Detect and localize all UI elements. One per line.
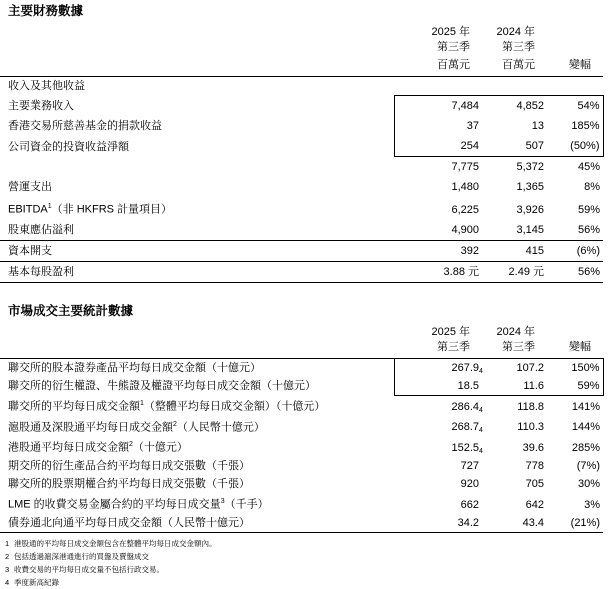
- row-label-text: 聯交所的平均每日成交金額: [8, 400, 140, 413]
- cell-v2025: [394, 116, 482, 136]
- cell-v2024: [482, 240, 547, 261]
- cell-v2024: [482, 457, 547, 475]
- header-year-2024: 2024 年: [496, 325, 535, 338]
- cell-value: 37: [466, 120, 479, 132]
- cell-value: 118.8: [517, 400, 544, 413]
- cell-change: [547, 493, 603, 514]
- row-label-text: 滬股通及深股通平均每日成交金額: [8, 421, 173, 434]
- header-year-2025: 2025 年: [431, 325, 470, 338]
- cell-value-wrap: [578, 224, 600, 236]
- cell-change: [547, 157, 603, 178]
- cell-v2025: [394, 261, 482, 282]
- cell-v2025: [394, 197, 482, 220]
- cell-v2024: [482, 377, 547, 396]
- row-label: [0, 514, 394, 533]
- cell-value-wrap: [577, 245, 600, 257]
- cell-value: 286.4: [451, 400, 479, 413]
- cell-v2025: [394, 514, 482, 533]
- cell-value-wrap: [526, 478, 544, 490]
- cell-v2025: [394, 457, 482, 475]
- cell-v2025: [394, 157, 482, 178]
- cell-v2025: [394, 358, 482, 377]
- footnote-text: 季度新高紀錄: [14, 577, 59, 587]
- header-col-change: [547, 325, 603, 359]
- footnote-number: 3: [5, 564, 10, 574]
- cell-v2024: [482, 514, 547, 533]
- row-label: [0, 197, 394, 220]
- cell-v2024: [482, 136, 547, 157]
- cell-value: 6,225: [451, 203, 479, 216]
- cell-v2025: [394, 136, 482, 157]
- cell-v2024: [482, 96, 547, 117]
- row-label-text: 債券通北向通平均每日成交金額（人民幣十億元）: [8, 516, 250, 529]
- cell-v2024: [482, 358, 547, 377]
- cell-v2025: [394, 493, 482, 514]
- row-label: [0, 177, 394, 197]
- table-row: [0, 377, 603, 396]
- financial-table-body: [0, 77, 603, 283]
- row-label: [0, 493, 394, 514]
- table-row: [0, 493, 603, 514]
- cell-value: 507: [525, 140, 544, 152]
- header-quarter-2025: 第三季: [437, 340, 470, 353]
- cell-change: [547, 261, 603, 282]
- row-label: [0, 157, 394, 178]
- table-row: [0, 197, 603, 220]
- cell-value: 45%: [577, 161, 600, 173]
- row-label-text: 公司資金的投資收益淨額: [8, 140, 129, 153]
- cell-value: 1,365: [516, 181, 544, 193]
- cell-value: 144%: [571, 421, 600, 434]
- cell-v2025: [394, 377, 482, 396]
- cell-value: 254: [460, 140, 479, 152]
- cell-value-wrap: [467, 120, 479, 132]
- footnote-text: 收費交易的平均每日成交量不包括行政交易。: [14, 564, 164, 574]
- cell-value-wrap: [571, 362, 599, 374]
- cell-value: 3%: [584, 498, 600, 511]
- cell-change: [547, 220, 603, 241]
- cell-value-wrap: [509, 266, 544, 278]
- row-label: [0, 475, 394, 493]
- cell-v2025: [394, 395, 482, 416]
- cell-value-wrap: [451, 204, 479, 216]
- cell-change: [547, 197, 603, 220]
- cell-v2024: [482, 416, 547, 437]
- cell-v2024: [482, 220, 547, 241]
- market-table-body: [0, 358, 603, 532]
- footnote-line: [5, 537, 603, 550]
- cell-value-wrap: [516, 362, 544, 374]
- cell-value: 778: [525, 460, 544, 473]
- header-col-2024: [482, 325, 547, 359]
- row-label-text: EBITDA: [8, 203, 48, 216]
- cell-value: 43.4: [522, 516, 544, 529]
- cell-value: 5,372: [516, 161, 544, 173]
- cell-value: 662: [460, 498, 479, 511]
- cell-value-wrap: [451, 224, 479, 236]
- row-label: [0, 116, 394, 136]
- row-label-text: 聯交所的衍生權證、牛熊證及權證平均每日成交金額（十億元）: [8, 380, 316, 393]
- cell-value: 56%: [577, 265, 600, 278]
- financial-section-title: 主要財務數據: [8, 4, 84, 18]
- cell-value: 415: [525, 244, 544, 257]
- cell-change: [547, 177, 603, 197]
- cell-value-wrap: [526, 499, 544, 511]
- cell-v2025: [394, 177, 482, 197]
- cell-value-wrap: [461, 499, 479, 511]
- cell-value-wrap: [572, 442, 600, 454]
- footnote-ref: 3: [220, 498, 225, 506]
- cell-value: 54%: [577, 100, 600, 112]
- table-row: [0, 157, 603, 178]
- cell-v2024: [482, 395, 547, 416]
- cell-value: 705: [525, 478, 544, 491]
- cell-value-wrap: [526, 245, 544, 257]
- row-label-text: 期交所的衍生產品合約平均每日成交張數（千張）: [8, 460, 250, 473]
- cell-value: 13: [531, 120, 544, 132]
- header-spacer: [0, 25, 394, 77]
- header-spacer: [0, 325, 394, 359]
- footnote-ref: 4: [479, 367, 483, 375]
- cell-value: 392: [460, 244, 479, 257]
- row-label: [0, 96, 394, 117]
- header-change-label: 變幅: [569, 340, 591, 353]
- footnote-ref: 4: [479, 427, 483, 435]
- footnote-line: [5, 576, 603, 589]
- cell-change: [547, 416, 603, 437]
- footnote-ref: 4: [479, 406, 483, 414]
- table-row: [0, 177, 603, 197]
- cell-value: 39.6: [522, 442, 544, 455]
- cell-value: 34.2: [457, 516, 479, 529]
- cell-value: 30%: [577, 478, 600, 491]
- row-label-text: 營運支出: [8, 181, 52, 193]
- row-label: [0, 240, 394, 261]
- footnote-ref: 2: [173, 420, 177, 428]
- cell-value-wrap: [461, 140, 479, 152]
- cell-value: 59%: [577, 379, 600, 392]
- table-row: [0, 358, 603, 377]
- table-row: [0, 416, 603, 437]
- header-year-2024: 2024 年: [496, 26, 535, 38]
- cell-value-wrap: [516, 204, 544, 216]
- cell-value: 2.49 元: [508, 265, 544, 278]
- row-label-text: 聯交所的股本證券產品平均每日成交金額（十億元）: [8, 361, 261, 374]
- header-change-label: 變幅: [569, 59, 591, 71]
- cell-change: [547, 96, 603, 117]
- table-row: [0, 116, 603, 136]
- cell-change: [547, 514, 603, 533]
- cell-v2025: [394, 96, 482, 117]
- footnote-ref: 1: [47, 203, 52, 210]
- header-unit-2024: 百萬元: [502, 59, 535, 71]
- row-label: [0, 136, 394, 157]
- cell-value: 727: [460, 460, 479, 473]
- cell-value: 920: [460, 478, 479, 491]
- cell-value: 7,775: [451, 161, 479, 173]
- cell-v2024: [482, 197, 547, 220]
- cell-value: (21%): [570, 516, 600, 529]
- row-label: [0, 395, 394, 416]
- cell-value: (6%): [576, 244, 600, 257]
- cell-v2025: [394, 416, 482, 437]
- row-label-text: 香港交易所慈善基金的捐款收益: [8, 120, 162, 132]
- cell-value: 4,852: [516, 100, 544, 112]
- footnote-ref: 1: [140, 400, 144, 408]
- cell-value-wrap: [461, 478, 479, 490]
- cell-value: 3,145: [516, 223, 544, 236]
- cell-v2025: [394, 436, 482, 457]
- header-quarter-2024: 第三季: [502, 41, 535, 53]
- row-label: [0, 358, 394, 377]
- cell-value-wrap: [577, 380, 599, 392]
- cell-v2024: [482, 436, 547, 457]
- footnote-text: 包括透過滬深港通進行的買盤及賣盤成交: [14, 551, 149, 561]
- row-label-text: （整體平均每日成交金額）（十億元）: [143, 400, 326, 413]
- footnote-ref: 2: [129, 441, 133, 449]
- row-label: [0, 261, 394, 282]
- cell-value: 107.2: [516, 361, 544, 374]
- cell-v2025: [394, 240, 482, 261]
- cell-value: (50%): [570, 140, 600, 152]
- table-row: [0, 96, 603, 117]
- cell-value-wrap: [578, 266, 600, 278]
- row-label: [0, 436, 394, 457]
- cell-change: [547, 358, 603, 377]
- cell-value-wrap: [516, 100, 544, 112]
- row-label-text: 基本每股盈利: [8, 265, 74, 278]
- row-label-text: 收入及其他收益: [8, 80, 85, 92]
- row-label: [0, 457, 394, 475]
- cell-v2024: [482, 177, 547, 197]
- cell-value: 4,900: [451, 223, 479, 236]
- cell-value: 141%: [571, 400, 600, 413]
- cell-v2025: [394, 220, 482, 241]
- cell-value-wrap: [451, 442, 483, 456]
- cell-value-wrap: [571, 120, 599, 132]
- row-label-text: 聯交所的股票期權合約平均每日成交張數（千張）: [8, 478, 250, 491]
- footnote-line: [5, 563, 603, 576]
- cell-value-wrap: [516, 161, 544, 173]
- table-row: [0, 475, 603, 493]
- cell-value-wrap: [578, 478, 600, 490]
- cell-value-wrap: [577, 460, 600, 472]
- cell-value-wrap: [461, 460, 479, 472]
- cell-value: 3,926: [516, 203, 544, 216]
- cell-value-wrap: [572, 421, 600, 433]
- row-label-text: （非 HKFRS 計量項目）: [51, 203, 173, 216]
- cell-value-wrap: [578, 204, 600, 216]
- cell-value: 8%: [584, 181, 600, 193]
- row-label-text: 資本開支: [8, 244, 52, 257]
- table-row: [0, 240, 603, 261]
- cell-value-wrap: [451, 161, 479, 173]
- cell-value-wrap: [516, 181, 544, 193]
- header-col-change: [547, 25, 603, 77]
- cell-value-wrap: [451, 400, 483, 414]
- footnote-text: 港股通的平均每日成交金額包含在整體平均每日成交金額內。: [14, 538, 217, 548]
- table-row: [0, 436, 603, 457]
- cell-value: 59%: [577, 203, 600, 216]
- footnote-ref: 4: [479, 448, 483, 456]
- cell-value: 18.5: [457, 379, 479, 392]
- header-col-2025: [394, 25, 482, 77]
- cell-value: 642: [525, 498, 544, 511]
- cell-value-wrap: [523, 517, 544, 529]
- cell-value-wrap: [451, 100, 479, 112]
- row-label-text: （人民幣十億元）: [176, 421, 265, 434]
- cell-value-wrap: [451, 421, 483, 435]
- cell-value-wrap: [584, 499, 600, 511]
- cell-change: [547, 240, 603, 261]
- financial-header-row: [0, 25, 603, 77]
- cell-change: [547, 136, 603, 157]
- cell-change: [547, 377, 603, 396]
- cell-value: 150%: [571, 361, 600, 374]
- market-header-row: [0, 325, 603, 359]
- cell-change: [547, 395, 603, 416]
- table-row: [0, 220, 603, 241]
- section-header-row: [0, 77, 603, 96]
- cell-change: [547, 457, 603, 475]
- market-section-title: 市場成交主要統計數據: [8, 303, 134, 318]
- cell-value-wrap: [571, 517, 600, 529]
- cell-value: 185%: [571, 120, 600, 132]
- footnote-number: 4: [5, 577, 10, 587]
- cell-value-wrap: [584, 181, 600, 193]
- cell-value-wrap: [451, 181, 479, 193]
- cell-change: [547, 436, 603, 457]
- cell-value: 285%: [571, 442, 600, 455]
- table-row: [0, 261, 603, 282]
- table-row: [0, 457, 603, 475]
- cell-v2024: [482, 475, 547, 493]
- cell-value-wrap: [577, 100, 599, 112]
- row-label-text: （千手）: [224, 498, 269, 511]
- footnote-line: [5, 550, 603, 563]
- header-quarter-2024: 第三季: [502, 340, 535, 353]
- market-table: [0, 325, 604, 533]
- cell-value: (7%): [576, 460, 600, 473]
- cell-value-wrap: [523, 442, 544, 454]
- cell-value: 110.3: [517, 421, 544, 434]
- row-label-text: 港股通平均每日成交金額: [8, 442, 129, 455]
- cell-value-wrap: [526, 140, 544, 152]
- cell-value: 267.9: [451, 361, 479, 374]
- header-col-2025: [394, 325, 482, 359]
- header-quarter-2025: 第三季: [437, 41, 470, 53]
- table-row: [0, 514, 603, 533]
- row-label: [0, 416, 394, 437]
- footnote-number: 1: [5, 538, 10, 548]
- cell-v2024: [482, 116, 547, 136]
- row-label: [0, 77, 603, 96]
- cell-value: 152.5: [451, 442, 479, 455]
- cell-value: 268.7: [451, 421, 479, 434]
- cell-value-wrap: [444, 266, 479, 278]
- row-label-text: 主要業務收入: [8, 100, 74, 112]
- cell-value-wrap: [578, 161, 600, 173]
- cell-change: [547, 475, 603, 493]
- cell-value-wrap: [461, 245, 479, 257]
- cell-value-wrap: [517, 421, 544, 433]
- row-label-text: LME 的收費交易金屬合約的平均每日成交量: [8, 498, 221, 511]
- cell-value-wrap: [451, 361, 483, 375]
- cell-value-wrap: [517, 401, 544, 413]
- cell-value-wrap: [526, 460, 544, 472]
- footnotes: [5, 537, 603, 589]
- row-label-text: 股東應佔溢利: [8, 223, 74, 236]
- cell-v2024: [482, 157, 547, 178]
- cell-value: 1,480: [451, 181, 479, 193]
- header-year-2025: 2025 年: [431, 26, 470, 38]
- row-label: [0, 220, 394, 241]
- cell-v2024: [482, 493, 547, 514]
- cell-value: 11.6: [523, 379, 544, 392]
- cell-value-wrap: [516, 224, 544, 236]
- cell-value-wrap: [458, 517, 479, 529]
- cell-value: 56%: [577, 223, 600, 236]
- cell-value-wrap: [523, 380, 544, 392]
- cell-v2024: [482, 261, 547, 282]
- financial-table: [0, 25, 604, 283]
- footnote-number: 2: [5, 551, 10, 561]
- table-row: [0, 395, 603, 416]
- row-label-text: （十億元）: [132, 442, 188, 455]
- cell-change: [547, 116, 603, 136]
- cell-value-wrap: [572, 401, 600, 413]
- header-col-2024: [482, 25, 547, 77]
- cell-value-wrap: [570, 140, 599, 152]
- cell-value: 3.88 元: [443, 265, 479, 278]
- table-row: [0, 136, 603, 157]
- cell-v2025: [394, 475, 482, 493]
- cell-value-wrap: [458, 380, 479, 392]
- cell-value: 7,484: [451, 100, 479, 112]
- header-unit-2025: 百萬元: [437, 59, 470, 71]
- cell-value-wrap: [532, 120, 544, 132]
- row-label: [0, 377, 394, 396]
